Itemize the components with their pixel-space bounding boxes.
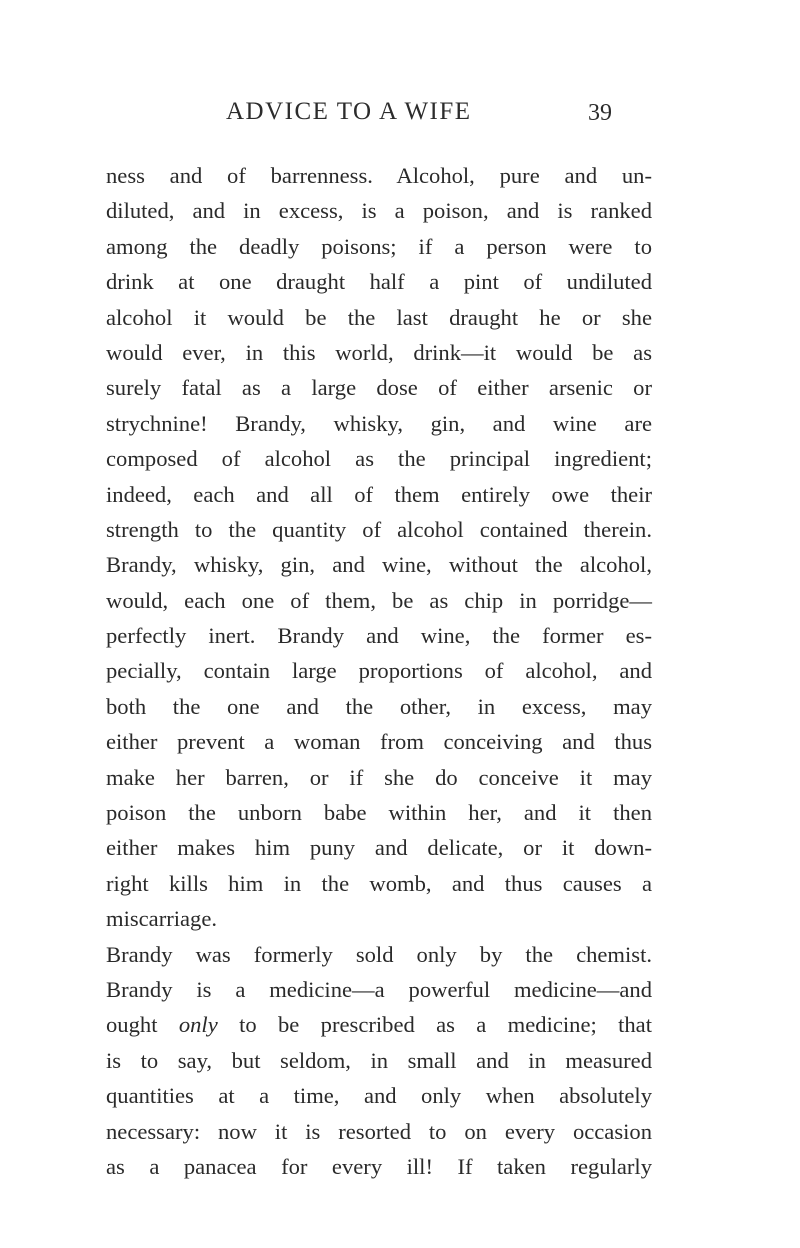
text-line: as a panacea for every ill! If taken regularly	[106, 1153, 652, 1179]
text-line: ness and of barrenness. Alcohol, pure and un-	[106, 163, 652, 188]
running-head: ADVICE TO A WIFE	[226, 98, 472, 125]
text-line: perfectly inert. Brandy and wine, the former es-	[106, 623, 652, 649]
page-number: 39	[588, 100, 612, 126]
text-line: necessary: now it is resorted to on every occasion	[106, 1118, 652, 1144]
text-line: right kills him in the womb, and thus causes a	[106, 870, 652, 896]
text-line: Brandy is a medicine—a powerful medicine—and	[106, 976, 652, 1002]
text-line: Brandy, whisky, gin, and wine, without the alcohol,	[106, 552, 652, 578]
text-line: strychnine! Brandy, whisky, gin, and wine are	[106, 410, 652, 436]
text-line: both the one and the other, in excess, may	[106, 693, 652, 719]
text-line: drink at one draught half a pint of undiluted	[106, 269, 652, 295]
text-line: surely fatal as a large dose of either arsenic or	[106, 375, 652, 401]
text-line-paragraph-end: miscarriage.	[106, 906, 218, 932]
text-line: strength to the quantity of alcohol contained therein.	[106, 516, 652, 542]
text-line: composed of alcohol as the principal ingredient;	[106, 446, 652, 472]
text-line-paragraph-start: Brandy was formerly sold only by the chemist.	[106, 941, 652, 967]
text-line: make her barren, or if she do conceive it may	[106, 764, 652, 790]
text-line: pecially, contain large proportions of alcohol, and	[106, 658, 652, 684]
body-text	[106, 158, 652, 1184]
text-segment: ought	[106, 1012, 179, 1038]
text-line: poison the unborn babe within her, and it then	[106, 800, 652, 826]
text-line: is to say, but seldom, in small and in measured	[106, 1047, 652, 1073]
text-line: would ever, in this world, drink—it would be as	[106, 339, 652, 365]
text-line: indeed, each and all of them entirely owe their	[106, 481, 652, 507]
text-segment: to be prescribed as a medicine; that	[217, 1012, 652, 1038]
text-line: either prevent a woman from conceiving and thus	[106, 729, 652, 755]
text-line: among the deadly poisons; if a person were to	[106, 233, 652, 259]
text-line: quantities at a time, and only when absolutely	[106, 1083, 652, 1109]
text-line	[106, 1007, 652, 1042]
text-line: alcohol it would be the last draught he or she	[106, 304, 652, 330]
text-line: diluted, and in excess, is a poison, and is ranked	[106, 198, 652, 224]
italic-emphasis: only	[178, 1012, 218, 1038]
text-line: would, each one of them, be as chip in porridge—	[106, 587, 652, 613]
text-line: either makes him puny and delicate, or it down-	[106, 835, 652, 861]
